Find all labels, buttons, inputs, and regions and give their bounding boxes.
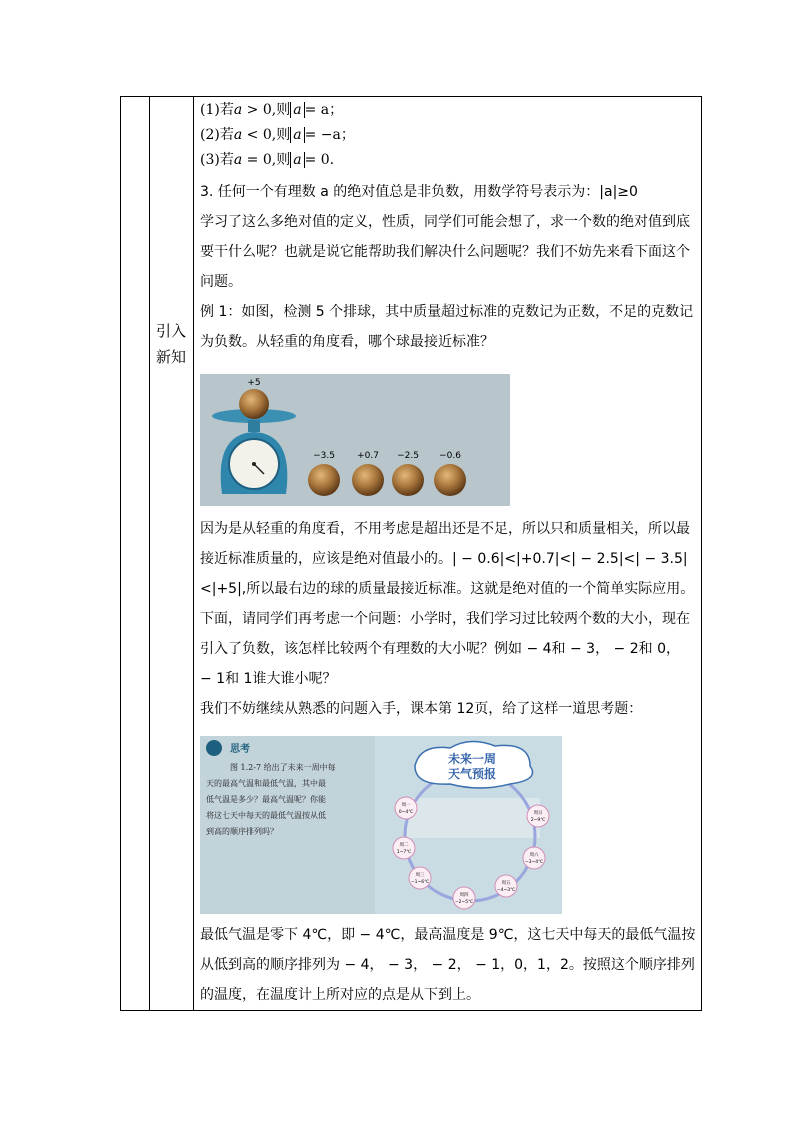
- day-bubble: [393, 837, 415, 859]
- case-var: a: [233, 127, 243, 143]
- content-cell-middle: [200, 514, 696, 724]
- content-cell: [200, 98, 696, 357]
- case-rhs: = a；: [304, 102, 344, 118]
- think-line: 图 1.2-7 给出了未来一周中每: [230, 763, 336, 772]
- volleyball: [434, 464, 466, 496]
- day-bubble: [395, 797, 417, 819]
- weather-forecast-figure: [200, 736, 562, 914]
- paragraph-answer: 因为是从轻重的角度看，不用考虑是超出还是不足，所以只和质量相关，所以最接近标准质量的，应该是绝对值最小的。| − 0.6|<|+0.7|<| − 2.5|<| − 3.5|<|+5|,所以最右边的球的质量最接近标准。这就是绝对值的一个简单实际应用。: [200, 521, 695, 597]
- day-bubble: [523, 847, 545, 869]
- volleyball: [239, 389, 269, 419]
- day-bubble: [495, 875, 517, 897]
- case-num: (1)若: [200, 102, 234, 118]
- think-line: 将这七天中每天的最低气温按从低: [206, 811, 326, 820]
- case-num: (2)若: [200, 127, 234, 143]
- think-title: 思考: [230, 744, 250, 755]
- volleyball-scale-figure: [200, 374, 510, 506]
- day-name: 周二: [399, 843, 409, 848]
- volleyball: [352, 464, 384, 496]
- think-line: 低气温是多少？最高气温呢？你能: [206, 795, 326, 804]
- section-label-line: 引入: [155, 322, 186, 340]
- paragraph-compare: 下面，请同学们再考虑一个问题：小学时，我们学习过比较两个数的大小，现在引入了负数，该怎样比较两个有理数的大小呢？例如 − 4和 − 3， − 2和 0， − 1和 1谁大谁小呢？: [200, 611, 690, 687]
- day-name: 周三: [415, 873, 425, 878]
- day-name: 周四: [459, 893, 469, 898]
- section-label: [150, 318, 192, 370]
- day-temp: −4~3℃: [496, 888, 516, 893]
- day-temp: −3~4℃: [524, 860, 544, 865]
- paragraph-intro: 学习了这么多绝对值的定义，性质，同学们可能会想了，求一个数的绝对值到底要干什么呢？也就是说它能帮助我们解决什么问题呢？我们不妨先来看下面这个问题。: [200, 214, 690, 290]
- ball-label: −2.5: [397, 451, 419, 461]
- day-name: 周日: [533, 811, 543, 816]
- case-abs: a: [290, 127, 304, 143]
- day-bubble: [453, 887, 475, 909]
- day-temp: −1~6℃: [410, 880, 430, 885]
- paragraph-textbook: 我们不妨继续从熟悉的问题入手，课本第 12页，给了这样一道思考题：: [200, 701, 643, 717]
- case-var: a: [233, 102, 243, 118]
- ball-label: −3.5: [313, 451, 335, 461]
- forecast-title: 未来一周: [447, 752, 497, 766]
- volleyball: [308, 464, 340, 496]
- case-1: [200, 98, 696, 123]
- day-bubble: [409, 867, 431, 889]
- ball-label: +0.7: [357, 451, 379, 461]
- case-3: [200, 148, 696, 173]
- section-label-line: 新知: [155, 348, 186, 366]
- paragraph-example: 例 1：如图，检测 5 个排球，其中质量超过标准的克数记为正数，不足的克数记为负数。从轻重的角度看，哪个球最接近标准？: [200, 304, 694, 350]
- day-name: 周六: [529, 853, 539, 858]
- case-var: a: [233, 152, 243, 168]
- think-line: 到高的顺序排列吗？: [206, 827, 278, 836]
- day-bubble: [527, 805, 549, 827]
- day-name: 周一: [401, 803, 411, 808]
- think-line: 天的最高气温和最低气温，其中最: [206, 779, 326, 788]
- case-num: (3)若: [200, 152, 234, 168]
- volleyball: [392, 464, 424, 496]
- day-temp: 2~9℃: [530, 818, 546, 823]
- case-rhs: = −a；: [304, 127, 355, 143]
- case-abs: a: [290, 152, 304, 168]
- paragraph-conclusion: 最低气温是零下 4℃，即 − 4℃，最高温度是 9℃，这七天中每天的最低气温按从低到高的顺序排列为 − 4， − 3， − 2， − 1，0，1，2。按照这个顺序排列的温度，在温度计上所对应的点是从下到上。: [200, 927, 696, 1003]
- case-2: [200, 123, 696, 148]
- case-cond: < 0,则: [242, 127, 291, 143]
- ball-label: −0.6: [439, 451, 461, 461]
- case-rhs: = 0.: [304, 152, 335, 168]
- day-temp: −2~5℃: [454, 900, 474, 905]
- content-cell-bottom: [200, 920, 696, 1010]
- column-divider: [149, 97, 150, 1010]
- day-name: 周五: [501, 881, 511, 886]
- column-divider: [193, 97, 194, 1010]
- case-cond: > 0,则: [242, 102, 291, 118]
- forecast-title: 天气预报: [447, 767, 497, 781]
- case-abs: a: [290, 102, 304, 118]
- scale-label: +5: [247, 378, 261, 388]
- think-icon: [206, 740, 222, 756]
- day-temp: 1~7℃: [396, 850, 412, 855]
- day-temp: 0~4℃: [398, 810, 414, 815]
- case-cond: = 0,则: [242, 152, 291, 168]
- paragraph-point3: 3. 任何一个有理数 a 的绝对值总是非负数，用数学符号表示为：|a|≥0: [200, 184, 638, 200]
